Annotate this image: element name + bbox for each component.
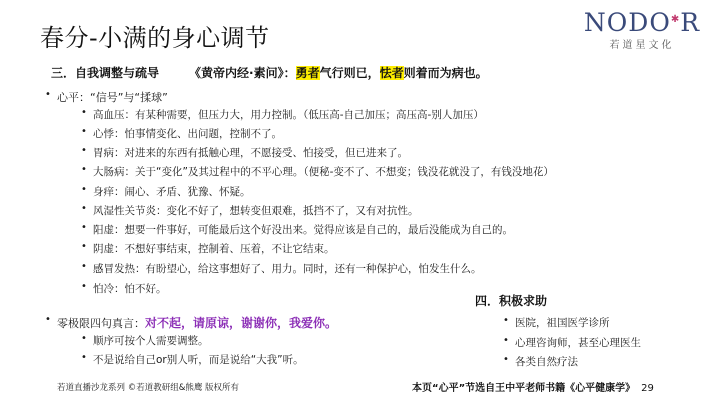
bullet-dot-icon: • <box>81 281 87 292</box>
list-item: • 胃病：对进来的东西有抵触心理，不愿接受、怕接受，但已进来了。 <box>81 145 408 159</box>
logo-text-left: NODO <box>583 8 671 37</box>
slide-title: 春分-小满的身心调节 <box>40 24 270 52</box>
list-item: • 怕冷：怕不好。 <box>81 281 167 295</box>
list-item: • 大肠病：关于“变化”及其过程中的不平心理。（便秘-变不了、不想变；钱没花就没了，有钱没地花） <box>81 164 554 178</box>
bullet-dot-icon: • <box>81 184 87 195</box>
bullet-dot-icon: • <box>81 164 87 175</box>
bullet-dot-icon: • <box>81 145 87 156</box>
footer-copyright: 若道直播沙龙系列 ©若道教研组&熊鹰 版权所有 <box>57 383 240 393</box>
mantra-words: 对不起，请原谅，谢谢你，我爱你。 <box>145 316 338 330</box>
section-4-heading: 四．积极求助 <box>475 294 548 308</box>
mantra-label: 零极限四句真言： <box>57 317 145 330</box>
quote-mid: 气行则已， <box>319 66 380 80</box>
list-item: • 各类自然疗法 <box>503 354 578 368</box>
logo-subtitle: 若道星文化 <box>609 40 675 51</box>
bullet-dot-icon: • <box>81 107 87 118</box>
bullet-dot-icon: • <box>81 126 87 137</box>
footer-source <box>412 379 654 394</box>
section-3-number: 三．自我调整与疏导 <box>51 66 160 80</box>
bullet-dot-icon: • <box>81 222 87 233</box>
list-item: • 心理咨询师，甚至心理医生 <box>503 335 641 349</box>
list-item: • 顺序可按个人需要调整。 <box>81 333 209 347</box>
footer-source-text: 本页“心平”节选自王中平老师书籍《心平健康学》 <box>412 383 636 394</box>
bullet-dot-icon: • <box>81 261 87 272</box>
quote-prefix: 《黄帝内经·素问》： <box>189 66 296 80</box>
list-item: • 不是说给自己or别人听，而是说给“大我”听。 <box>81 352 304 366</box>
logo-star-icon: ✱ <box>670 14 681 25</box>
list-item: • 阳虚：想要一件事好，可能最后这个好没出来。觉得应该是自己的，最后没能成为自己的。 <box>81 222 513 236</box>
quote-brave-highlight: 勇者 <box>295 66 320 80</box>
bullet-dot-icon: • <box>503 354 509 365</box>
quote-timid-highlight: 怯者 <box>379 66 404 80</box>
bullet-dot-icon: • <box>503 315 509 326</box>
list-item: • 医院，祖国医学诊所 <box>503 315 610 329</box>
calm-bullet <box>45 89 168 105</box>
calm-label: 心平：“信号”与“揉球” <box>57 91 168 104</box>
bullet-dot-icon: • <box>81 352 87 363</box>
list-item: • 阴虚：不想好事结束，控制着、压着，不让它结束。 <box>81 241 335 255</box>
bullet-dot-icon: • <box>81 203 87 214</box>
list-item: • 风湿性关节炎：变化不好了，想转变但艰难，抵挡不了，又有对抗性。 <box>81 203 419 217</box>
list-item: • 身痒：闹心、矛盾、犹豫、怀疑。 <box>81 184 251 198</box>
list-item: • 高血压：有某种需要，但压力大，用力控制。（低压高-自己加压；高压高-别人加压） <box>81 107 484 121</box>
bullet-dot-icon: • <box>45 314 51 325</box>
bullet-dot-icon: • <box>81 241 87 252</box>
mantra-bullet <box>45 314 338 331</box>
page-number: 29 <box>641 383 654 394</box>
list-item: • 感冒发热：有盼望心，给这事想好了、用力。同时，还有一种保护心，怕发生什么。 <box>81 261 482 275</box>
section-3-heading <box>51 64 488 81</box>
list-item: • 心悸：怕事情变化、出问题，控制不了。 <box>81 126 282 140</box>
bullet-dot-icon: • <box>45 89 51 100</box>
logo-text-right: R <box>680 8 701 37</box>
quote-end: 则着而为病也。 <box>403 66 488 80</box>
brand-logo <box>582 8 702 51</box>
bullet-dot-icon: • <box>81 333 87 344</box>
bullet-dot-icon: • <box>503 335 509 346</box>
